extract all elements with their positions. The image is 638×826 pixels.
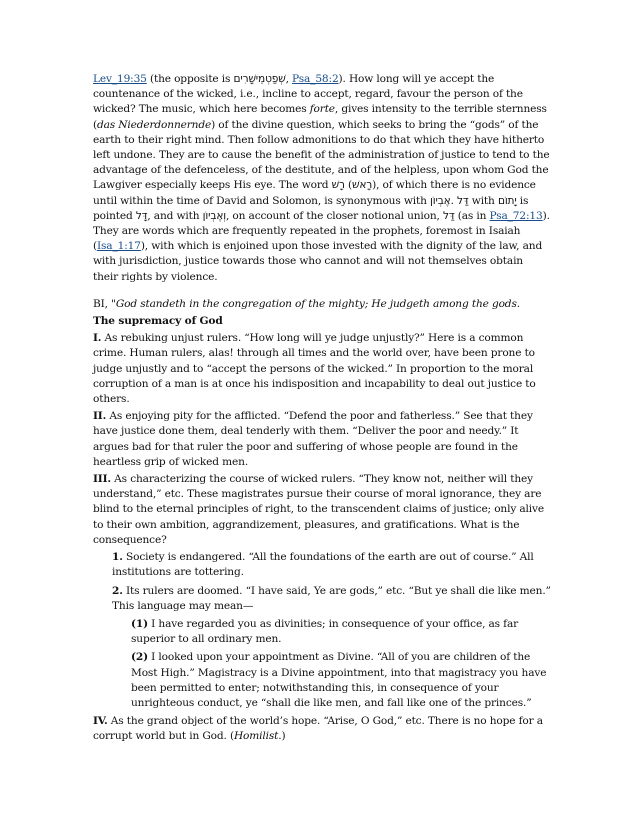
point-four <box>93 714 551 744</box>
hebrew-term-7: דָּל <box>135 209 148 222</box>
intro-text-8: . <box>450 194 458 207</box>
subsubpoint-one-text: I have regarded you as divinities; in consequence of your office, as far superior to all ordinary men. <box>131 617 519 646</box>
intro-text-14: ). They are words which are frequently repeated in the prophets, foremost in Isaiah ( <box>93 209 550 253</box>
point-four-end: .) <box>278 730 286 743</box>
intro-text-4: , gives intensity to the terrible sternness ( <box>93 103 547 131</box>
intro-text-9: with <box>468 194 498 207</box>
subpoint-two <box>112 584 551 614</box>
intro-text-10: is pointed <box>93 194 529 222</box>
bi-prefix: BI, <box>93 297 112 310</box>
point-four-number: IV. <box>93 715 108 728</box>
intro-paragraph <box>93 72 551 285</box>
intro-text-5: ) of the divine question, which seeks to bring the “gods” of the earth to their right mind. Then follow admonitions to do that which they have hitherto left undone. They are to cause the benefit of the administration of justice to tend to the advantage of the defenceless, of the destitute, and of the helpless, upon whom God the Lawgiver especially keeps His eye. The word <box>93 118 550 192</box>
subsubpoint-two-text: I looked upon your appointment as Divine. “All of you are children of the Most High.” Magistracy is a Divine appointment, into that magistracy you have been permitted to enter; notwithstanding this, in consequence of your unrighteous conduct, ye “shall die like men, and fall like one of the princes.” <box>131 651 547 709</box>
term-niederdonnernde: das Niederdonnernde <box>96 118 212 131</box>
term-forte: forte <box>309 103 335 116</box>
hebrew-term-6: יָתוֹם <box>497 194 517 207</box>
point-two-number: II. <box>93 410 107 423</box>
intro-text-11: , and with <box>147 209 203 222</box>
point-three-number: III. <box>93 473 111 486</box>
subpoint-one-text: Society is endangered. “All the foundations of the earth are out of course.” All institutions are tottering. <box>112 551 534 579</box>
hebrew-term-3: רָאשׁ <box>352 179 373 192</box>
hebrew-term-2: רָשׁ <box>331 179 345 192</box>
scripture-link-psa-58-2[interactable]: Psa_58:2 <box>292 73 339 85</box>
scripture-link-isa-1-17[interactable]: Isa_1:17 <box>96 240 141 253</box>
hebrew-term-1: שְׁפַטְמֵישָׁרִים <box>233 73 286 85</box>
subsubpoint-one <box>131 617 551 647</box>
hebrew-term-5: דַּל <box>457 194 469 207</box>
point-two <box>93 409 551 470</box>
point-three <box>93 472 551 548</box>
intro-text-1: (the opposite is <box>146 73 234 85</box>
subpoint-two-text: Its rulers are doomed. “I have said, Ye are gods,” etc. “But ye shall die like men.” This language may mean— <box>112 584 551 612</box>
intro-text-3: ). How long will ye accept the countenance of the wicked, i.e., incline to accept, regard, favour the person of the wicked? The music, which here becomes <box>93 73 523 116</box>
intro-text-7: ), of which there is no evidence until within the time of David and Solomon, is synonymous with <box>93 179 536 207</box>
subpoint-one <box>112 550 551 580</box>
subsubpoint-one-number: (1) <box>131 617 148 630</box>
point-one <box>93 331 551 407</box>
subpoint-two-number: 2. <box>112 584 123 597</box>
scripture-link-lev-19-35[interactable]: Lev_19:35 <box>93 73 147 85</box>
intro-text-15: ), with which is enjoined upon those invested with the dignity of the law, and with jurisdiction, justice towards those who cannot and will not themselves obtain their rights by violence. <box>93 240 543 283</box>
scripture-link-psa-72-13[interactable]: Psa_72:13 <box>489 209 543 222</box>
subsubpoint-two <box>131 650 551 711</box>
intro-text-13: (as in <box>454 209 490 222</box>
subpoint-one-number: 1. <box>112 551 123 564</box>
point-four-text: As the grand object of the world’s hope. “Arise, O God,” etc. There is no hope for a corrupt world but in God. ( <box>93 715 543 743</box>
hebrew-term-8: וְאֶבְיוֹן <box>202 209 226 222</box>
bi-verse-line <box>93 297 551 312</box>
hebrew-term-9: דַּל <box>443 209 455 222</box>
bi-verse-quote: "God standeth in the congregation of the mighty; He judgeth among the gods. <box>111 297 520 310</box>
section-heading: The supremacy of God <box>93 315 223 328</box>
hebrew-term-4: אֶבְיוֹן <box>430 194 451 207</box>
point-two-text: As enjoying pity for the afflicted. “Defend the poor and fatherless.” See that they have justice done them, deal tenderly with them. “Deliver the poor and needy.” It argues bad for that ruler the poor and suffering of whose people are found in the heartless grip of wicked men. <box>93 410 533 468</box>
point-one-number: I. <box>93 332 102 345</box>
point-one-text: As rebuking unjust rulers. “How long will ye judge unjustly?” Here is a common crime. Human rulers, alas! through all times and the world over, have been prone to judge unjustly and to “accept the persons of the wicked.” In proportion to the moral corruption of a man is at once his indisposition and incapability to deal out justice to others. <box>93 332 536 406</box>
intro-text-6: ( <box>344 179 353 192</box>
source-homilist: Homilist <box>233 730 279 743</box>
intro-text-2: , <box>285 73 293 85</box>
subsubpoint-two-number: (2) <box>131 651 148 664</box>
intro-text-12: , on account of the closer notional union, <box>226 209 443 222</box>
commentary-page <box>93 72 551 747</box>
point-three-text: As characterizing the course of wicked rulers. “They know not, neither will they understand,” etc. These magistrates pursue their course of moral ignorance, they are blind to the eternal principles of right, to the transcendent claims of justice; only alive to their own ambition, aggrandizement, pleasures, and gratifications. What is the consequence? <box>93 473 544 546</box>
